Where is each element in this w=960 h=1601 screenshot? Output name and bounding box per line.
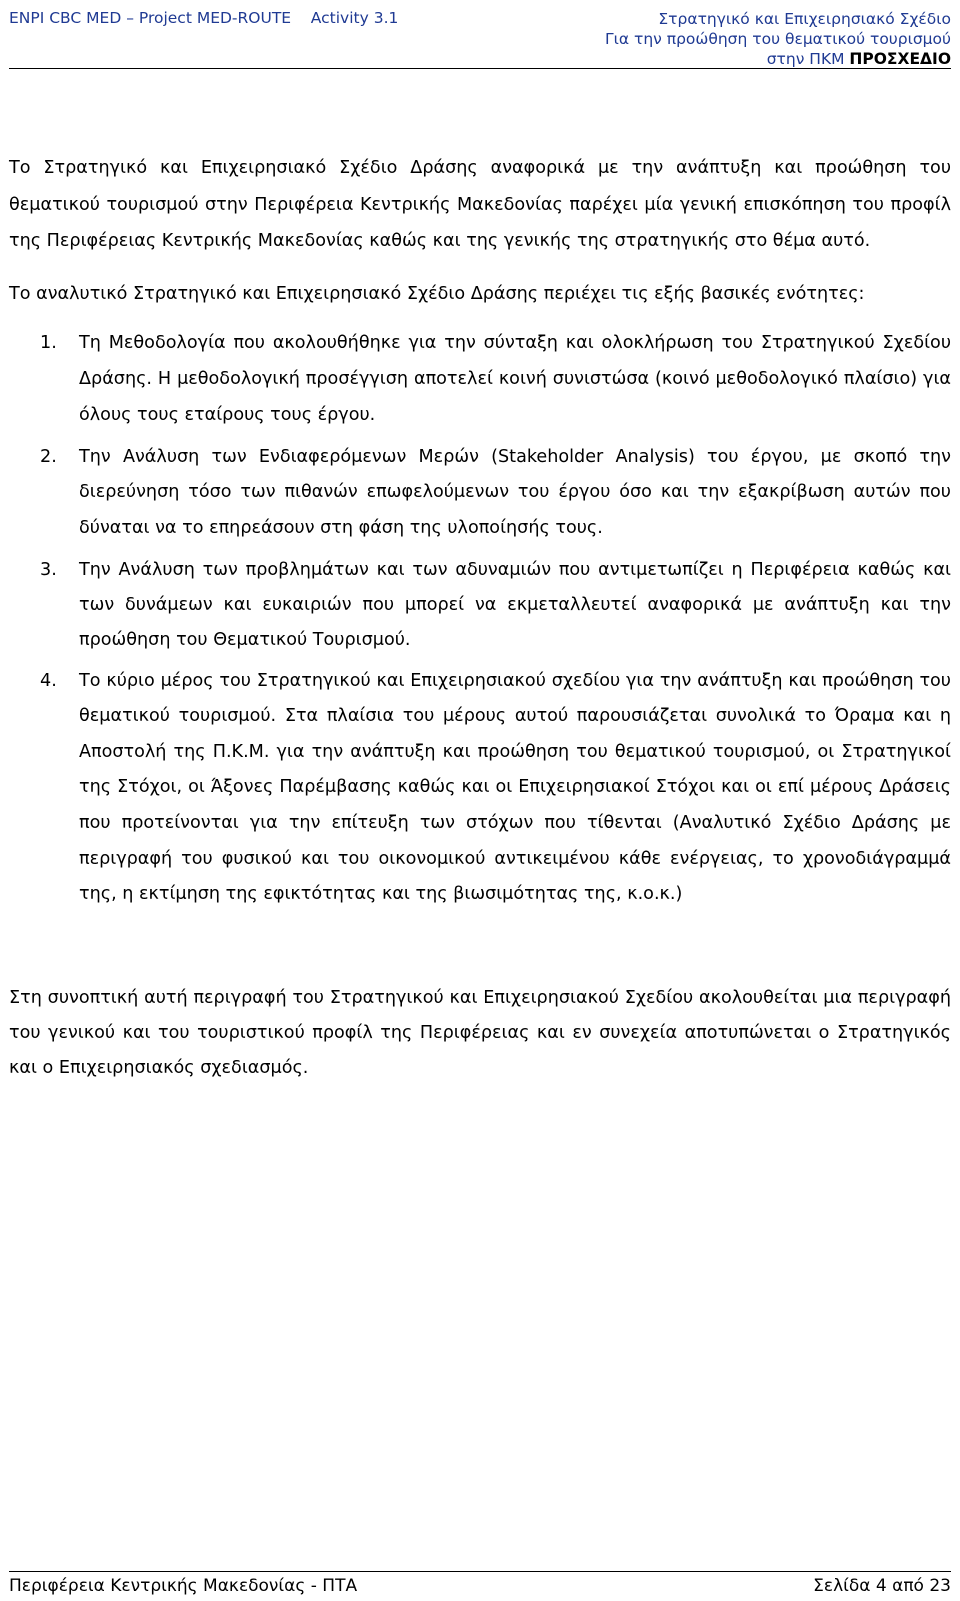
summary-paragraph: Στη συνοπτική αυτή περιγραφή του Στρατηγικού και Επιχειρησιακού Σχεδίου ακολουθείται μια περιγραφή του γενικού και του τουριστικού προφίλ της Περιφέρειας και εν συνεχεία αποτυπώνεται ο Στρατηγικός και ο Επιχειρησιακός σχεδιασμός. [9, 987, 951, 1078]
list-item-text: Τη Μεθοδολογία που ακολουθήθηκε για την σύνταξη και ολοκλήρωση του Στρατηγικού Σχεδίου Δράσης. Η μεθοδολογική προσέγγιση αποτελεί κοινή συνιστώσα (κοινό μεθοδολογικό πλαίσιο) για όλους τους εταίρους τους έργου. [79, 333, 951, 425]
list-item-text: Την Ανάλυση των προβλημάτων και των αδυναμιών που αντιμετωπίζει η Περιφέρεια καθώς και των δυνάμεων και ευκαιριών που μπορεί να εκμεταλλευτεί αναφορικά με ανάπτυξη και την προώθηση του Θεματικού Τουρισμού. [79, 559, 951, 651]
list-item [9, 326, 951, 433]
list-item [9, 664, 951, 913]
sections-lead-paragraph: Το αναλυτικό Στρατηγικό και Επιχειρησιακό Σχέδιο Δράσης περιέχει τις εξής βασικές ενότητες: [9, 283, 865, 304]
list-item-number: 1. [40, 333, 57, 354]
page-footer [9, 1571, 951, 1596]
header-title-line2: Για την προώθηση του θεματικού τουρισμού [604, 30, 951, 48]
footer-organization: Περιφέρεια Κεντρικής Μακεδονίας - ΠΤΑ [9, 1576, 358, 1596]
list-item-text: Το κύριο μέρος του Στρατηγικού και Επιχειρησιακού σχεδίου για την ανάπτυξη και προώθηση του θεματικού τουρισμού. Στα πλαίσια του μέρους αυτού παρουσιάζεται συνολικά το Όραμα και η Αποστολή της Π.Κ.Μ. για την ανάπτυξη και προώθηση του θεματικού τουρισμού, οι Στρατηγικοί της Στόχοι, οι Άξονες Παρέμβασης καθώς και οι Επιχειρησιακοί Στόχοι και οι επί μέρους Δράσεις που προτείνονται για την επίτευξη των στόχων που τίθενται (Αναλυτικό Σχέδιο Δράσης με περιγραφή του φυσικού και του οικονομικού αντικειμένου κάθε ενέργειας, το χρονοδιάγραμμά της, η εκτίμηση της εφικτότητας και της βιωσιμότητας της, κ.ο.κ.) [79, 670, 951, 905]
page-header [9, 6, 951, 69]
list-item-number: 3. [40, 559, 57, 580]
header-title-line3 [605, 49, 951, 69]
list-item-number: 4. [40, 670, 57, 691]
header-title-line1: Στρατηγικό και Επιχειρησιακό Σχέδιο [658, 10, 951, 28]
list-item-number: 2. [40, 446, 57, 467]
document-body [9, 150, 951, 1086]
header-document-title [605, 9, 951, 69]
list-item [9, 553, 951, 659]
list-item [9, 440, 951, 547]
header-title-line3-prefix: στην ΠΚΜ [766, 50, 850, 68]
intro-paragraph: Το Στρατηγικό και Επιχειρησιακό Σχέδιο Δράσης αναφορικά με την ανάπτυξη και προώθηση του θεματικού τουρισμού στην Περιφέρεια Κεντρικής Μακεδονίας παρέχει μία γενική επισκόπηση του προφίλ της Περιφέρειας Κεντρικής Μακεδονίας καθώς και της γενικής της στρατηγικής στο θέμα αυτό. [9, 158, 951, 252]
list-item-text: Την Ανάλυση των Ενδιαφερόμενων Μερών (Stakeholder Analysis) του έργου, με σκοπό την διερεύνηση τόσο των πιθανών επωφελούμενων του έργου όσο και την εξακρίβωση αυτών που δύναται να το επηρεάσουν στη φάση της υλοποίησής τους. [79, 446, 951, 539]
page-number: Σελίδα 4 από 23 [813, 1576, 951, 1596]
draft-label: ΠΡΟΣΧΕΔΙΟ [849, 50, 951, 68]
header-project-label: ENPI CBC MED – Project MED-ROUTE Activity 3.1 [9, 9, 399, 27]
sections-list [9, 326, 951, 913]
